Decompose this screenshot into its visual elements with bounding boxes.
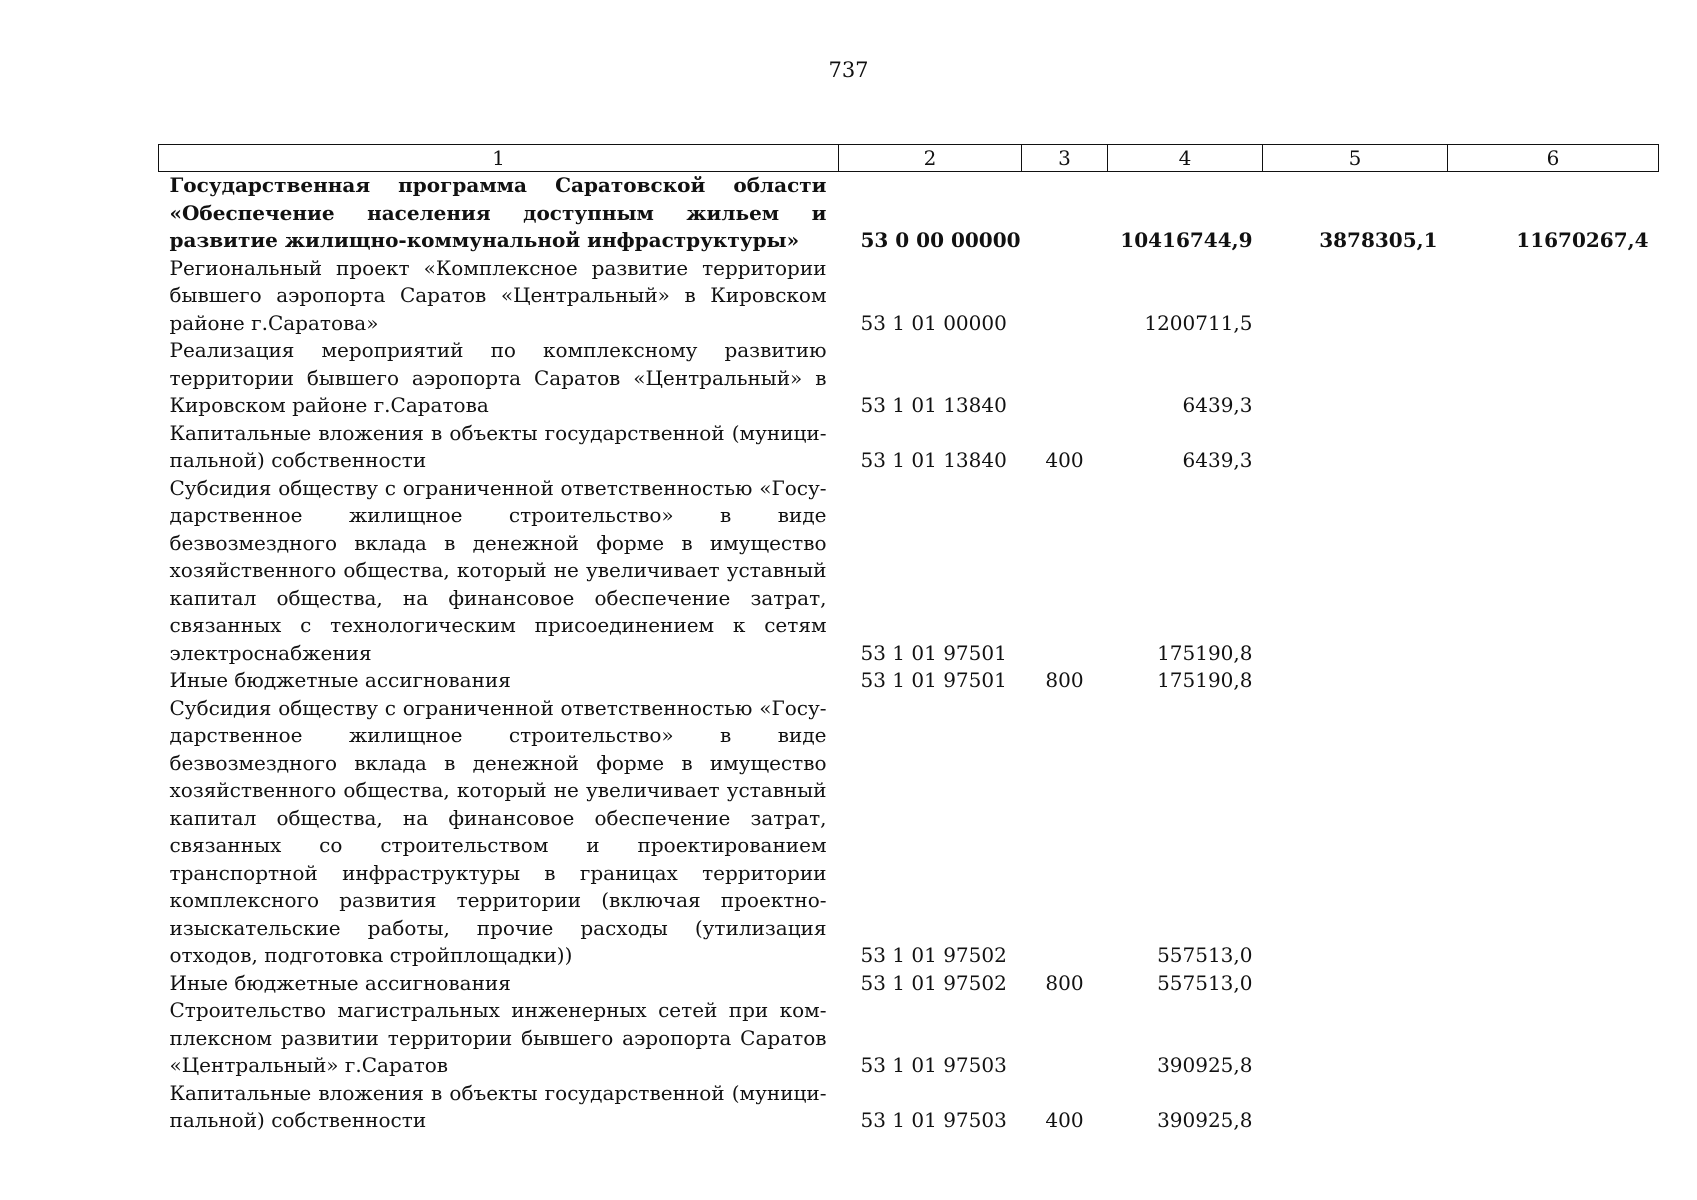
row-value-4: 6439,3 <box>1182 448 1253 472</box>
row-type: 400 <box>1045 1108 1084 1132</box>
row-value-5 <box>1263 667 1448 695</box>
row-value-5 <box>1263 475 1448 668</box>
table-row <box>159 695 1659 970</box>
row-type: 800 <box>1045 970 1084 995</box>
table-row <box>159 970 1659 998</box>
header-col-5: 5 <box>1263 145 1448 172</box>
table-row <box>159 172 1659 255</box>
page-number: 737 <box>828 58 869 82</box>
row-name: Государственная программа Саратовской области «Обеспечение населения доступным жильем и развитие жилищно-коммунальной инфраструктуры» <box>169 173 827 252</box>
row-name: Капитальные вложения в объекты государственной (муниципальной) собственности <box>169 1080 827 1132</box>
header-col-6: 6 <box>1448 145 1659 172</box>
row-code: 53 1 01 97501 <box>860 640 1007 665</box>
row-value-5 <box>1263 695 1448 970</box>
row-code: 53 1 01 13840 <box>860 448 1007 472</box>
row-value-6: 11670267,4 <box>1516 228 1649 252</box>
table-row <box>159 475 1659 668</box>
row-name: Реализация мероприятий по комплексному развитию территории бывшего аэропорта Саратов «Центральный» в Кировском районе г.Саратова <box>169 338 827 417</box>
table-row <box>159 420 1659 475</box>
row-value-4: 557513,0 <box>1157 943 1253 967</box>
row-value-5: 3878305,1 <box>1319 228 1438 252</box>
row-code: 53 1 01 97501 <box>860 668 1007 692</box>
header-row <box>159 145 1659 172</box>
table-row <box>159 667 1659 695</box>
table-row <box>159 1080 1659 1135</box>
row-type <box>1022 172 1108 255</box>
row-name: Капитальные вложения в объекты государственной (муниципальной) собственности <box>169 420 827 472</box>
row-code: 53 0 00 00000 <box>860 228 1021 252</box>
row-type <box>1022 997 1108 1080</box>
row-value-5 <box>1263 420 1448 475</box>
row-value-5 <box>1263 337 1448 420</box>
row-value-6 <box>1448 475 1659 668</box>
row-name: Иные бюджетные ассигнования <box>169 668 511 692</box>
row-value-4: 175190,8 <box>1157 640 1253 665</box>
row-name: Субсидия обществу с ограниченной ответственностью «Государственное жилищное строительство» в виде безвозмездного вклада в денежной форме в имущество хозяйственного общества, который не увеличивает уставный капитал общества, на финансовое обеспечение затрат, связанных с технологическим присоединением к сетям электроснабжения <box>169 475 827 665</box>
row-code: 53 1 01 00000 <box>860 310 1007 335</box>
row-value-5 <box>1263 1080 1448 1135</box>
row-value-5 <box>1263 255 1448 338</box>
header-col-1: 1 <box>159 145 839 172</box>
row-value-6 <box>1448 695 1659 970</box>
row-code: 53 1 01 97503 <box>860 1053 1007 1077</box>
row-value-5 <box>1263 997 1448 1080</box>
row-type <box>1022 475 1108 668</box>
row-type: 400 <box>1045 448 1084 472</box>
row-value-4: 557513,0 <box>1157 970 1253 995</box>
row-type <box>1022 695 1108 970</box>
row-value-4: 10416744,9 <box>1120 228 1253 252</box>
row-value-5 <box>1263 970 1448 998</box>
row-name: Субсидия обществу с ограниченной ответственностью «Государственное жилищное строительство» в виде безвозмездного вклада в денежной форме в имущество хозяйственного общества, который не увеличивает уставный капитал общества, на финансовое обеспечение затрат, связанных со строительством и проектированием транспортной инфраструктуры в границах территории комплексного развития территории (включая проектно-изыскательские работы, прочие расходы (утилизация отходов, подготовка стройплощадки)) <box>169 695 827 967</box>
header-col-3: 3 <box>1022 145 1108 172</box>
row-name: Региональный проект «Комплексное развитие территории бывшего аэропорта Саратов «Центральный» в Кировском районе г.Саратова» <box>169 255 827 335</box>
row-value-6 <box>1448 337 1659 420</box>
row-value-4: 390925,8 <box>1157 1108 1253 1132</box>
table-header <box>159 145 1659 172</box>
table-body <box>159 172 1659 1135</box>
table-row <box>159 255 1659 338</box>
table-row <box>159 997 1659 1080</box>
row-code: 53 1 01 97502 <box>860 943 1007 967</box>
row-name: Иные бюджетные ассигнования <box>169 970 511 995</box>
row-type: 800 <box>1045 668 1084 692</box>
row-value-4: 6439,3 <box>1182 393 1253 417</box>
row-type <box>1022 255 1108 338</box>
row-value-4: 390925,8 <box>1157 1053 1253 1077</box>
row-code: 53 1 01 97503 <box>860 1108 1007 1132</box>
row-code: 53 1 01 13840 <box>860 393 1007 417</box>
header-col-2: 2 <box>839 145 1022 172</box>
row-code: 53 1 01 97502 <box>860 970 1007 995</box>
row-value-6 <box>1448 667 1659 695</box>
header-col-4: 4 <box>1108 145 1263 172</box>
row-value-4: 1200711,5 <box>1144 310 1253 335</box>
row-name: Строительство магистральных инженерных сетей при комплексном развитии территории бывшего аэропорта Саратов «Центральный» г.Саратов <box>169 998 827 1077</box>
table-row <box>159 337 1659 420</box>
row-value-6 <box>1448 1080 1659 1135</box>
row-value-6 <box>1448 970 1659 998</box>
row-value-6 <box>1448 255 1659 338</box>
row-type <box>1022 337 1108 420</box>
row-value-6 <box>1448 420 1659 475</box>
row-value-4: 175190,8 <box>1157 668 1253 692</box>
budget-table <box>158 144 1659 1135</box>
row-value-6 <box>1448 997 1659 1080</box>
